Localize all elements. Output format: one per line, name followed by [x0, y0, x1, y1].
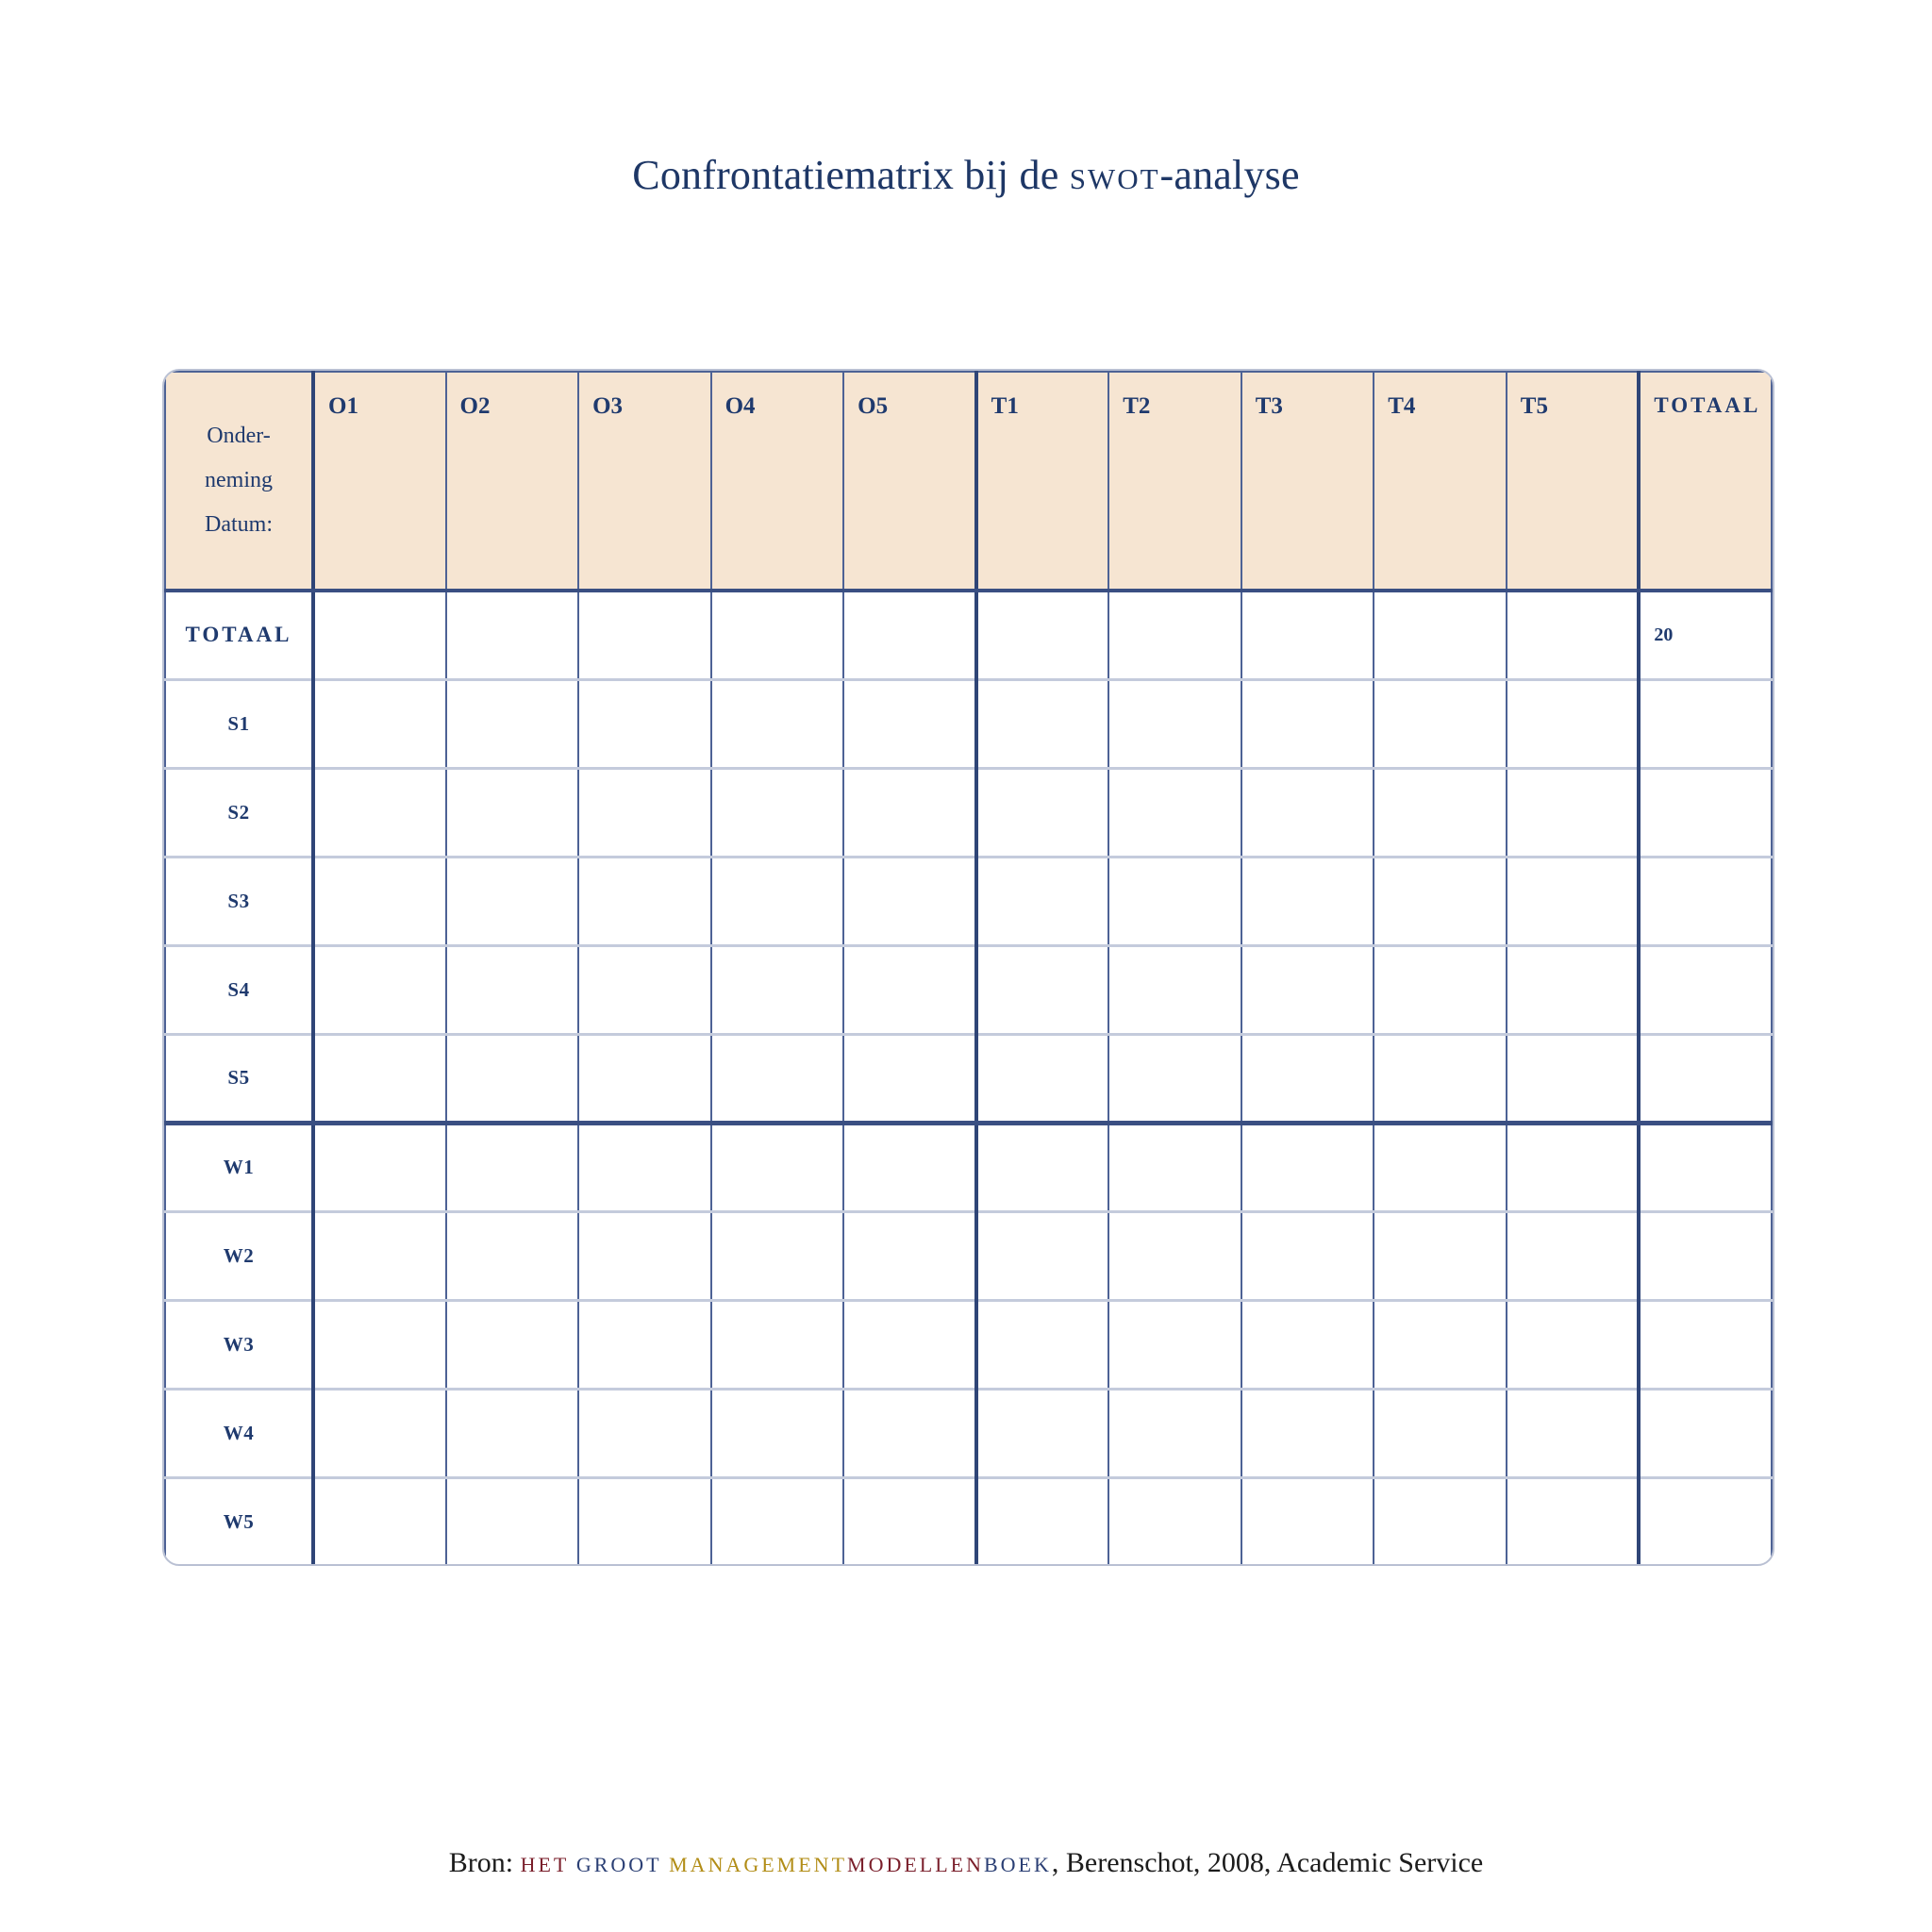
matrix-row-totaal [165, 591, 1772, 679]
matrix-row-s4 [165, 945, 1772, 1034]
cell-w4-o5[interactable] [843, 1389, 976, 1477]
title-prefix: Confrontatiematrix bij de [632, 152, 1070, 198]
cell-s1-t4[interactable] [1374, 679, 1507, 768]
cell-s5-t5[interactable] [1507, 1034, 1640, 1123]
col-header-o4: O4 [711, 372, 844, 591]
cell-s2-totaal[interactable] [1639, 768, 1772, 857]
cell-s4-o2[interactable] [446, 945, 579, 1034]
row-label-totaal: TOTAAL [165, 591, 313, 679]
matrix-row-w4 [165, 1389, 1772, 1477]
cell-w3-o1[interactable] [313, 1300, 446, 1389]
col-header-o5: O5 [843, 372, 976, 591]
cell-s4-t3[interactable] [1241, 945, 1374, 1034]
cell-w5-o4[interactable] [711, 1477, 844, 1566]
cell-s1-t2[interactable] [1108, 679, 1241, 768]
title-swot: swot [1069, 152, 1160, 198]
cell-s2-o3[interactable] [578, 768, 711, 857]
cell-s3-t3[interactable] [1241, 857, 1374, 945]
cell-w1-o4[interactable] [711, 1123, 844, 1211]
cell-w5-t2[interactable] [1108, 1477, 1241, 1566]
source-modellen: MODELLEN [847, 1853, 984, 1876]
cell-totaal-o1[interactable] [313, 591, 446, 679]
row-label-s2: S2 [165, 768, 313, 857]
cell-s4-totaal[interactable] [1639, 945, 1772, 1034]
source-management: MANAGEMENT [669, 1853, 848, 1876]
matrix-row-s5 [165, 1034, 1772, 1123]
grand-total-value: 20 [1639, 591, 1772, 679]
cell-w2-o3[interactable] [578, 1211, 711, 1300]
cell-w1-t2[interactable] [1108, 1123, 1241, 1211]
cell-s3-o5[interactable] [843, 857, 976, 945]
cell-totaal-t2[interactable] [1108, 591, 1241, 679]
cell-w2-o5[interactable] [843, 1211, 976, 1300]
cell-s4-o4[interactable] [711, 945, 844, 1034]
cell-w3-totaal[interactable] [1639, 1300, 1772, 1389]
cell-s2-t3[interactable] [1241, 768, 1374, 857]
row-label-s3: S3 [165, 857, 313, 945]
cell-s3-t1[interactable] [976, 857, 1109, 945]
cell-w5-o2[interactable] [446, 1477, 579, 1566]
cell-s2-o4[interactable] [711, 768, 844, 857]
source-boek: BOEK [984, 1853, 1052, 1876]
cell-s1-totaal[interactable] [1639, 679, 1772, 768]
title-suffix: -analyse [1159, 152, 1300, 198]
cell-w5-t4[interactable] [1374, 1477, 1507, 1566]
cell-w2-t1[interactable] [976, 1211, 1109, 1300]
source-groot: GROOT [575, 1853, 662, 1876]
row-label-s1: S1 [165, 679, 313, 768]
matrix-row-w5 [165, 1477, 1772, 1566]
cell-s5-t1[interactable] [976, 1034, 1109, 1123]
cell-w4-o4[interactable] [711, 1389, 844, 1477]
cell-w4-o3[interactable] [578, 1389, 711, 1477]
row-label-w5: W5 [165, 1477, 313, 1566]
cell-w2-t3[interactable] [1241, 1211, 1374, 1300]
cell-totaal-o5[interactable] [843, 591, 976, 679]
cell-w5-t3[interactable] [1241, 1477, 1374, 1566]
cell-w4-totaal[interactable] [1639, 1389, 1772, 1477]
cell-w1-t4[interactable] [1374, 1123, 1507, 1211]
col-header-o1: O1 [313, 372, 446, 591]
col-header-o3: O3 [578, 372, 711, 591]
row-label-w2: W2 [165, 1211, 313, 1300]
row-label-s4: S4 [165, 945, 313, 1034]
cell-w2-totaal[interactable] [1639, 1211, 1772, 1300]
cell-s4-t4[interactable] [1374, 945, 1507, 1034]
matrix-row-s2 [165, 768, 1772, 857]
source-line [0, 1847, 1932, 1879]
cell-s5-t3[interactable] [1241, 1034, 1374, 1123]
cell-s1-t3[interactable] [1241, 679, 1374, 768]
cell-s5-o4[interactable] [711, 1034, 844, 1123]
cell-s1-o4[interactable] [711, 679, 844, 768]
row-label-w1: W1 [165, 1123, 313, 1211]
page-title [0, 151, 1932, 199]
cell-s1-o3[interactable] [578, 679, 711, 768]
matrix-row-w2 [165, 1211, 1772, 1300]
cell-s5-o5[interactable] [843, 1034, 976, 1123]
corner-line-onder: Onder- [207, 424, 271, 448]
cell-w3-t5[interactable] [1507, 1300, 1640, 1389]
cell-totaal-o3[interactable] [578, 591, 711, 679]
cell-totaal-t4[interactable] [1374, 591, 1507, 679]
cell-s5-o2[interactable] [446, 1034, 579, 1123]
cell-totaal-t1[interactable] [976, 591, 1109, 679]
cell-s3-o4[interactable] [711, 857, 844, 945]
matrix-row-w1 [165, 1123, 1772, 1211]
cell-w3-t4[interactable] [1374, 1300, 1507, 1389]
matrix-row-w3 [165, 1300, 1772, 1389]
cell-s3-t4[interactable] [1374, 857, 1507, 945]
cell-s1-t1[interactable] [976, 679, 1109, 768]
cell-s3-t5[interactable] [1507, 857, 1640, 945]
cell-s2-t5[interactable] [1507, 768, 1640, 857]
cell-w1-o2[interactable] [446, 1123, 579, 1211]
cell-totaal-t3[interactable] [1241, 591, 1374, 679]
cell-w2-o2[interactable] [446, 1211, 579, 1300]
cell-w5-o3[interactable] [578, 1477, 711, 1566]
cell-s4-o5[interactable] [843, 945, 976, 1034]
col-header-totaal: TOTAAL [1639, 372, 1772, 591]
cell-w3-o3[interactable] [578, 1300, 711, 1389]
cell-s2-t1[interactable] [976, 768, 1109, 857]
cell-w2-o4[interactable] [711, 1211, 844, 1300]
cell-s4-o3[interactable] [578, 945, 711, 1034]
cell-w1-o5[interactable] [843, 1123, 976, 1211]
cell-w1-o1[interactable] [313, 1123, 446, 1211]
cell-w1-totaal[interactable] [1639, 1123, 1772, 1211]
cell-s5-totaal[interactable] [1639, 1034, 1772, 1123]
cell-s5-o3[interactable] [578, 1034, 711, 1123]
cell-s5-o1[interactable] [313, 1034, 446, 1123]
header-row [165, 372, 1772, 591]
source-het: HET [520, 1853, 570, 1876]
cell-s2-o5[interactable] [843, 768, 976, 857]
cell-w1-t1[interactable] [976, 1123, 1109, 1211]
cell-w4-t3[interactable] [1241, 1389, 1374, 1477]
cell-w3-o2[interactable] [446, 1300, 579, 1389]
cell-s1-o1[interactable] [313, 679, 446, 768]
cell-s1-o5[interactable] [843, 679, 976, 768]
cell-totaal-o4[interactable] [711, 591, 844, 679]
cell-s5-t4[interactable] [1374, 1034, 1507, 1123]
corner-cell [165, 372, 313, 591]
cell-w4-t5[interactable] [1507, 1389, 1640, 1477]
col-header-t3: T3 [1241, 372, 1374, 591]
cell-w4-t1[interactable] [976, 1389, 1109, 1477]
cell-s2-t2[interactable] [1108, 768, 1241, 857]
cell-w5-totaal[interactable] [1639, 1477, 1772, 1566]
cell-s3-totaal[interactable] [1639, 857, 1772, 945]
cell-w5-o5[interactable] [843, 1477, 976, 1566]
cell-s1-o2[interactable] [446, 679, 579, 768]
col-header-t5: T5 [1507, 372, 1640, 591]
matrix-table [164, 371, 1773, 1566]
cell-s4-t1[interactable] [976, 945, 1109, 1034]
cell-w3-t3[interactable] [1241, 1300, 1374, 1389]
corner-line-neming: neming [205, 468, 273, 492]
source-suffix: , Berenschot, 2008, Academic Service [1051, 1847, 1484, 1878]
cell-w4-t2[interactable] [1108, 1389, 1241, 1477]
cell-s3-o2[interactable] [446, 857, 579, 945]
cell-w2-t2[interactable] [1108, 1211, 1241, 1300]
row-label-s5: S5 [165, 1034, 313, 1123]
cell-s5-t2[interactable] [1108, 1034, 1241, 1123]
row-label-w4: W4 [165, 1389, 313, 1477]
cell-w2-t4[interactable] [1374, 1211, 1507, 1300]
corner-line-datum: Datum: [205, 512, 273, 537]
cell-w2-o1[interactable] [313, 1211, 446, 1300]
cell-s2-o1[interactable] [313, 768, 446, 857]
cell-w1-t3[interactable] [1241, 1123, 1374, 1211]
cell-w4-t4[interactable] [1374, 1389, 1507, 1477]
cell-s1-t5[interactable] [1507, 679, 1640, 768]
cell-s4-t5[interactable] [1507, 945, 1640, 1034]
cell-w3-o4[interactable] [711, 1300, 844, 1389]
cell-w3-o5[interactable] [843, 1300, 976, 1389]
row-label-w3: W3 [165, 1300, 313, 1389]
confrontation-matrix [162, 369, 1774, 1566]
source-prefix: Bron: [448, 1847, 521, 1878]
cell-totaal-t5[interactable] [1507, 591, 1640, 679]
cell-w4-o1[interactable] [313, 1389, 446, 1477]
cell-s4-o1[interactable] [313, 945, 446, 1034]
col-header-t1: T1 [976, 372, 1109, 591]
cell-w5-o1[interactable] [313, 1477, 446, 1566]
cell-s4-t2[interactable] [1108, 945, 1241, 1034]
cell-totaal-o2[interactable] [446, 591, 579, 679]
cell-w1-o3[interactable] [578, 1123, 711, 1211]
cell-w3-t2[interactable] [1108, 1300, 1241, 1389]
cell-s3-o3[interactable] [578, 857, 711, 945]
cell-w2-t5[interactable] [1507, 1211, 1640, 1300]
cell-w5-t1[interactable] [976, 1477, 1109, 1566]
cell-w1-t5[interactable] [1507, 1123, 1640, 1211]
col-header-o2: O2 [446, 372, 579, 591]
cell-s3-o1[interactable] [313, 857, 446, 945]
cell-s3-t2[interactable] [1108, 857, 1241, 945]
cell-s2-t4[interactable] [1374, 768, 1507, 857]
cell-s2-o2[interactable] [446, 768, 579, 857]
col-header-t4: T4 [1374, 372, 1507, 591]
cell-w5-t5[interactable] [1507, 1477, 1640, 1566]
col-header-t2: T2 [1108, 372, 1241, 591]
cell-w4-o2[interactable] [446, 1389, 579, 1477]
matrix-row-s3 [165, 857, 1772, 945]
matrix-row-s1 [165, 679, 1772, 768]
cell-w3-t1[interactable] [976, 1300, 1109, 1389]
